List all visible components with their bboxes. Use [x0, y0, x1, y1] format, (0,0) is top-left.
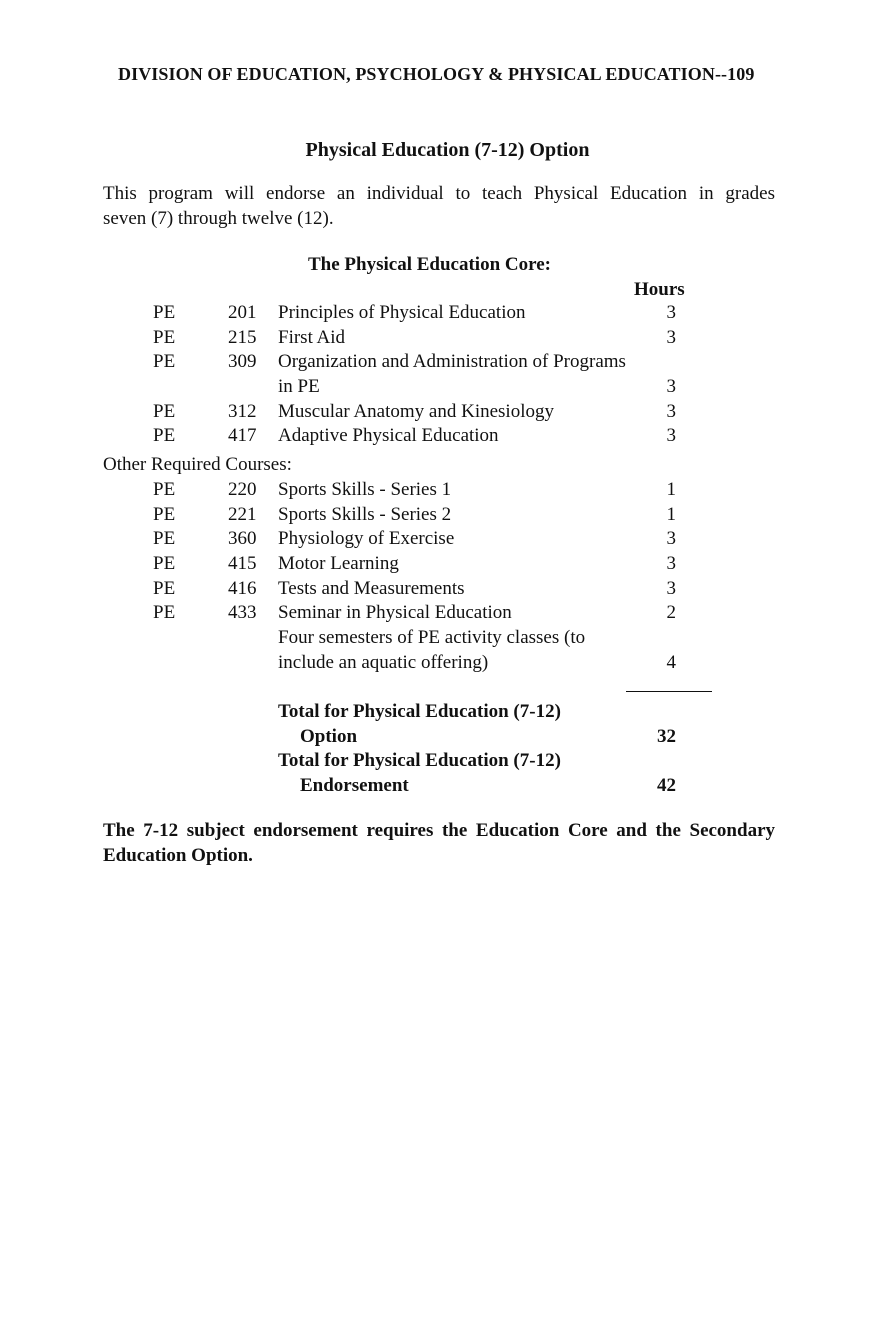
course-hours: 3 [666, 327, 676, 348]
course-hours: 2 [666, 602, 676, 623]
course-title: Physiology of Exercise [278, 528, 455, 549]
course-row [0, 578, 895, 603]
activity-row [0, 627, 895, 652]
course-number: 312 [228, 401, 257, 422]
course-number: 416 [228, 578, 257, 599]
option-total-value: 32 [657, 726, 676, 747]
intro-line: seven (7) through twelve (12). [103, 208, 334, 229]
course-number: 215 [228, 327, 257, 348]
course-number: 417 [228, 425, 257, 446]
course-number: 220 [228, 479, 257, 500]
course-dept: PE [153, 504, 176, 525]
course-row [0, 479, 895, 504]
course-hours: 3 [666, 376, 676, 397]
course-title: First Aid [278, 327, 346, 348]
course-dept: PE [153, 327, 176, 348]
activity-description-continuation: include an aquatic offering) [278, 652, 489, 673]
course-title-continuation: in PE [278, 376, 320, 397]
course-hours: 4 [666, 652, 676, 673]
endorsement-note [103, 818, 775, 868]
course-hours: 3 [666, 425, 676, 446]
course-row-continuation [0, 376, 895, 401]
course-row [0, 425, 895, 450]
course-row [0, 327, 895, 352]
course-title: Organization and Administration of Programs [278, 351, 626, 372]
course-number: 433 [228, 602, 257, 623]
endorsement-total-value: 42 [657, 775, 676, 796]
course-title: Motor Learning [278, 553, 399, 574]
course-row [0, 504, 895, 529]
course-number: 360 [228, 528, 257, 549]
course-dept: PE [153, 528, 176, 549]
course-dept: PE [153, 578, 176, 599]
course-row [0, 553, 895, 578]
course-dept: PE [153, 302, 176, 323]
course-dept: PE [153, 351, 176, 372]
course-dept: PE [153, 401, 176, 422]
course-title: Muscular Anatomy and Kinesiology [278, 401, 554, 422]
course-number: 309 [228, 351, 257, 372]
course-dept: PE [153, 479, 176, 500]
section-title: Physical Education (7-12) Option [305, 139, 590, 161]
option-total-label: Total for Physical Education (7-12) [278, 701, 561, 722]
course-title: Sports Skills - Series 2 [278, 504, 452, 525]
course-row [0, 401, 895, 426]
course-row [0, 602, 895, 627]
core-heading: The Physical Education Core: [308, 254, 551, 275]
course-title: Principles of Physical Education [278, 302, 526, 323]
other-courses-heading: Other Required Courses: [103, 454, 292, 475]
intro-line: This program will endorse an individual to teach Physical Education in grades [103, 183, 775, 204]
course-row [0, 302, 895, 327]
course-hours: 1 [666, 479, 676, 500]
note-line: Education Option. [103, 845, 253, 866]
hours-column-heading: Hours [634, 279, 685, 300]
endorsement-total-label-continuation: Endorsement [300, 775, 409, 796]
course-dept: PE [153, 553, 176, 574]
activity-description: Four semesters of PE activity classes (to [278, 627, 586, 648]
course-hours: 1 [666, 504, 676, 525]
course-number: 415 [228, 553, 257, 574]
course-title: Seminar in Physical Education [278, 602, 512, 623]
intro-paragraph [103, 181, 775, 231]
course-title: Sports Skills - Series 1 [278, 479, 452, 500]
course-title: Adaptive Physical Education [278, 425, 499, 446]
course-hours: 3 [666, 401, 676, 422]
course-row [0, 528, 895, 553]
note-line: The 7-12 subject endorsement requires the Education Core and the Secondary [103, 820, 775, 841]
course-row [0, 351, 895, 376]
option-total-label-continuation: Option [300, 726, 358, 747]
course-hours: 3 [666, 302, 676, 323]
total-divider [626, 691, 712, 692]
course-hours: 3 [666, 553, 676, 574]
activity-row-continuation [0, 652, 895, 677]
running-header: DIVISION OF EDUCATION, PSYCHOLOGY & PHYSICAL EDUCATION--109 [118, 64, 755, 84]
course-number: 201 [228, 302, 257, 323]
course-number: 221 [228, 504, 257, 525]
endorsement-total-label: Total for Physical Education (7-12) [278, 750, 561, 771]
course-hours: 3 [666, 528, 676, 549]
course-hours: 3 [666, 578, 676, 599]
course-dept: PE [153, 425, 176, 446]
course-title: Tests and Measurements [278, 578, 465, 599]
course-dept: PE [153, 602, 176, 623]
